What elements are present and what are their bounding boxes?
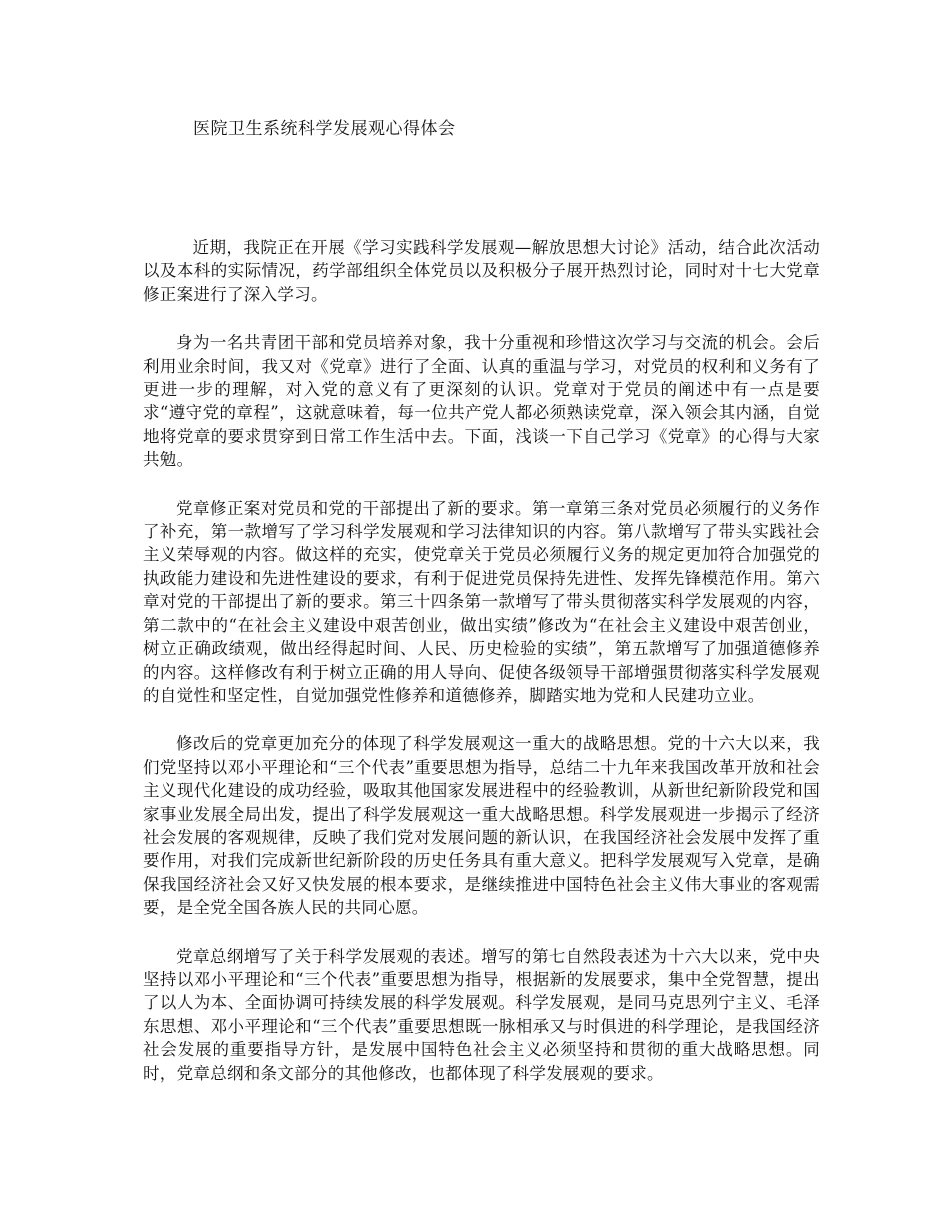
- document-body: [143, 236, 820, 1110]
- paragraph-general-program: 党章总纲增写了关于科学发展观的表述。增写的第七自然段表述为十六大以来，党中央坚持以邓小平理论和“三个代表”重要思想为指导，根据新的发展要求，集中全党智慧，提出了以人为本、全面协调可持续发展的科学发展观。科学发展观，是同马克思列宁主义、毛泽东思想、邓小平理论和“三个代表”重要思想既一脉相承又与时俱进的科学理论，是我国经济社会发展的重要指导方针，是发展中国特色社会主义必须坚持和贯彻的重大战略思想。同时，党章总纲和条文部分的其他修改，也都体现了科学发展观的要求。: [143, 946, 820, 1083]
- document-title: 医院卫生系统科学发展观心得体会: [193, 119, 456, 139]
- paragraph-study: 身为一名共青团干部和党员培养对象，我十分重视和珍惜这次学习与交流的机会。会后利用业余时间，我又对《党章》进行了全面、认真的重温与学习，对党员的权利和义务有了更进一步的理解，对入党的意义有了更深刻的认识。党章对于党员的阐述中有一点是要求“遵守党的章程”，这就意味着，每一位共产党人都必须熟读党章，深入领会其内涵，自觉地将党章的要求贯穿到日常工作生活中去。下面，浅谈一下自己学习《党章》的心得与大家共勉。: [143, 333, 820, 470]
- paragraph-scientific-outlook: 修改后的党章更加充分的体现了科学发展观这一重大的战略思想。党的十六大以来，我们党坚持以邓小平理论和“三个代表”重要思想为指导，总结二十九年来我国改革开放和社会主义现代化建设的成功经验，吸取其他国家发展进程中的经验教训，从新世纪新阶段党和国家事业发展全局出发，提出了科学发展观这一重大战略思想。科学发展观进一步揭示了经济社会发展的客观规律，反映了我们党对发展问题的新认识，在我国经济社会发展中发挥了重要作用，对我们完成新世纪新阶段的历史任务具有重大意义。把科学发展观写入党章，是确保我国经济社会又好又快发展的根本要求，是继续推进中国特色社会主义伟大事业的客观需要，是全党全国各族人民的共同心愿。: [143, 734, 820, 918]
- paragraph-intro: 近期，我院正在开展《学习实践科学发展观—解放思想大讨论》活动，结合此次活动以及本科的实际情况，药学部组织全体党员以及积极分子展开热烈讨论，同时对十七大党章修正案进行了深入学习。: [143, 238, 820, 304]
- paragraph-amendment-requirements: 党章修正案对党员和党的干部提出了新的要求。第一章第三条对党员必须履行的义务作了补充，第一款增写了学习科学发展观和学习法律知识的内容。第八款增写了带头实践社会主义荣辱观的内容。做这样的充实，使党章关于党员必须履行义务的规定更加符合加强党的执政能力建设和先进性建设的要求，有利于促进党员保持先进性、发挥先锋模范作用。第六章对党的干部提出了新的要求。第三十四条第一款增写了带头贯彻落实科学发展观的内容，第二款中的“在社会主义建设中艰苦创业，做出实绩”修改为“在社会主义建设中艰苦创业，树立正确政绩观，做出经得起时间、人民、历史检验的实绩”，第五款增写了加强道德修养的内容。这样修改有利于树立正确的用人导向、促使各级领导干部增强贯彻落实科学发展观的自觉性和坚定性，自觉加强党性修养和道德修养，脚踏实地为党和人民建功立业。: [143, 498, 820, 705]
